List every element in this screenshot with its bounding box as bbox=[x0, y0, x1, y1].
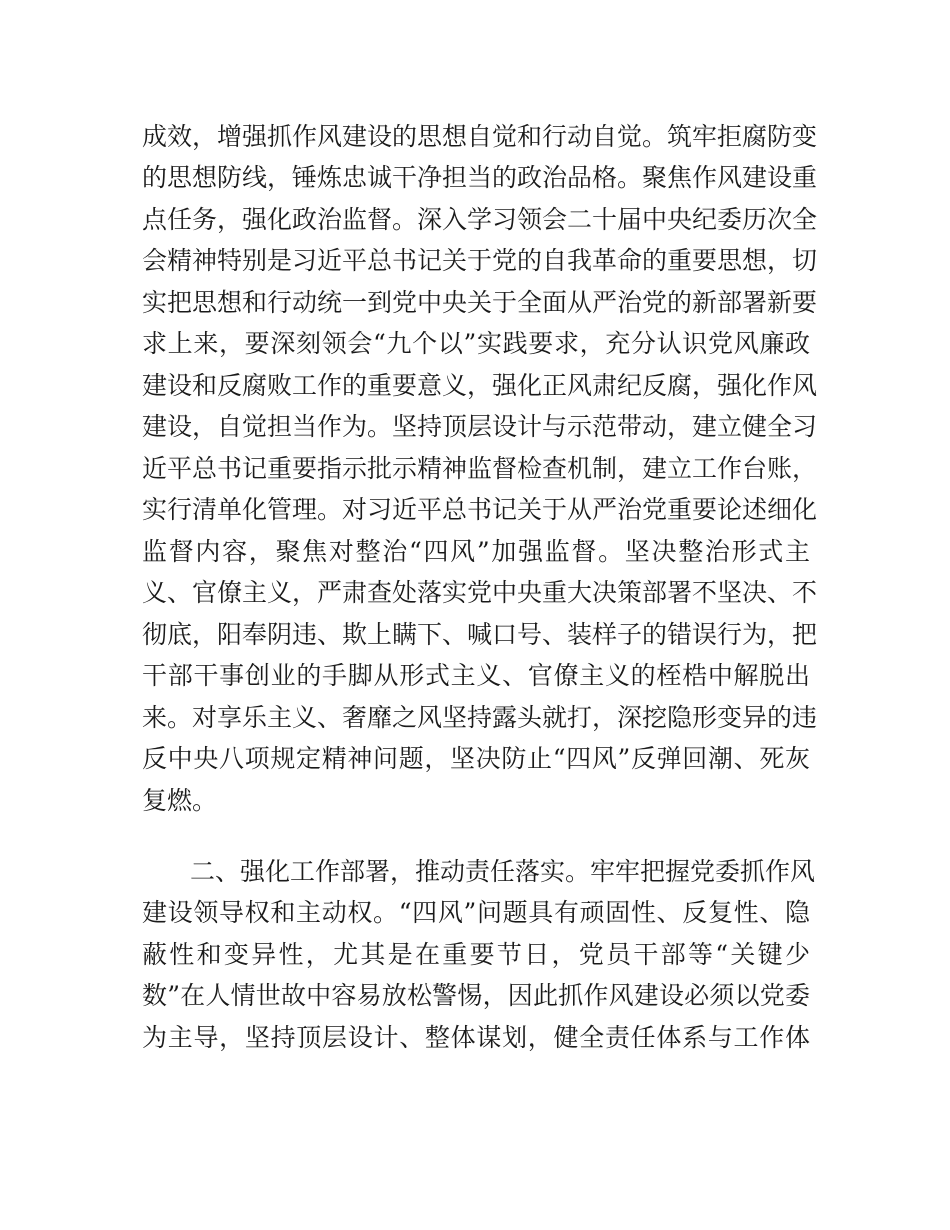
text-line: 复燃。 bbox=[142, 786, 218, 815]
text-line: 的思想防线，锤炼忠诚干净担当的政治品格。聚焦作风建设重 bbox=[142, 163, 818, 192]
text-line: 会精神特别是习近平总书记关于党的自我革命的重要思想，切 bbox=[142, 246, 818, 275]
text-line: 彻底，阳奉阴违、欺上瞒下、喊口号、装样子的错误行为，把 bbox=[142, 620, 818, 649]
text-line: 点任务，强化政治监督。深入学习领会二十届中央纪委历次全 bbox=[142, 205, 818, 234]
text-line: 建设，自觉担当作为。坚持顶层设计与示范带动，建立健全习 bbox=[142, 412, 818, 441]
text-line: 实行清单化管理。对习近平总书记关于从严治党重要论述细化 bbox=[142, 495, 818, 524]
text-line: 来。对享乐主义、奢靡之风坚持露头就打，深挖隐形变异的违 bbox=[142, 703, 818, 732]
text-line: 义、官僚主义，严肃查处落实党中央重大决策部署不坚决、不 bbox=[142, 578, 818, 607]
text-line: 数”在人情世故中容易放松警惕，因此抓作风建设必须以党委 bbox=[142, 981, 810, 1010]
text-line: 成效，增强抓作风建设的思想自觉和行动自觉。筑牢拒腐防变 bbox=[142, 122, 818, 151]
paragraph-heading-line: 二、强化工作部署，推动责任落实。牢牢把握党委抓作风 bbox=[190, 857, 816, 886]
text-line: 建设和反腐败工作的重要意义，强化正风肃纪反腐，强化作风 bbox=[142, 371, 818, 400]
text-line: 蔽性和变异性，尤其是在重要节日，党员干部等“关键少 bbox=[142, 940, 810, 969]
text-line: 近平总书记重要指示批示精神监督检查机制，建立工作台账， bbox=[142, 454, 818, 483]
text-line: 干部干事创业的手脚从形式主义、官僚主义的桎梏中解脱出 bbox=[142, 661, 810, 690]
text-line: 求上来，要深刻领会“九个以”实践要求，充分认识党风廉政 bbox=[142, 329, 810, 358]
text-line: 反中央八项规定精神问题，坚决防止“四风”反弹回潮、死灰 bbox=[142, 744, 810, 773]
text-line: 为主导，坚持顶层设计、整体谋划，健全责任体系与工作体 bbox=[142, 1023, 810, 1052]
text-line: 实把思想和行动统一到党中央关于全面从严治党的新部署新要 bbox=[142, 288, 818, 317]
text-line: 建设领导权和主动权。“四风”问题具有顽固性、反复性、隐 bbox=[142, 898, 810, 927]
text-line: 监督内容，聚焦对整治“四风”加强监督。坚决整治形式主 bbox=[142, 537, 810, 566]
